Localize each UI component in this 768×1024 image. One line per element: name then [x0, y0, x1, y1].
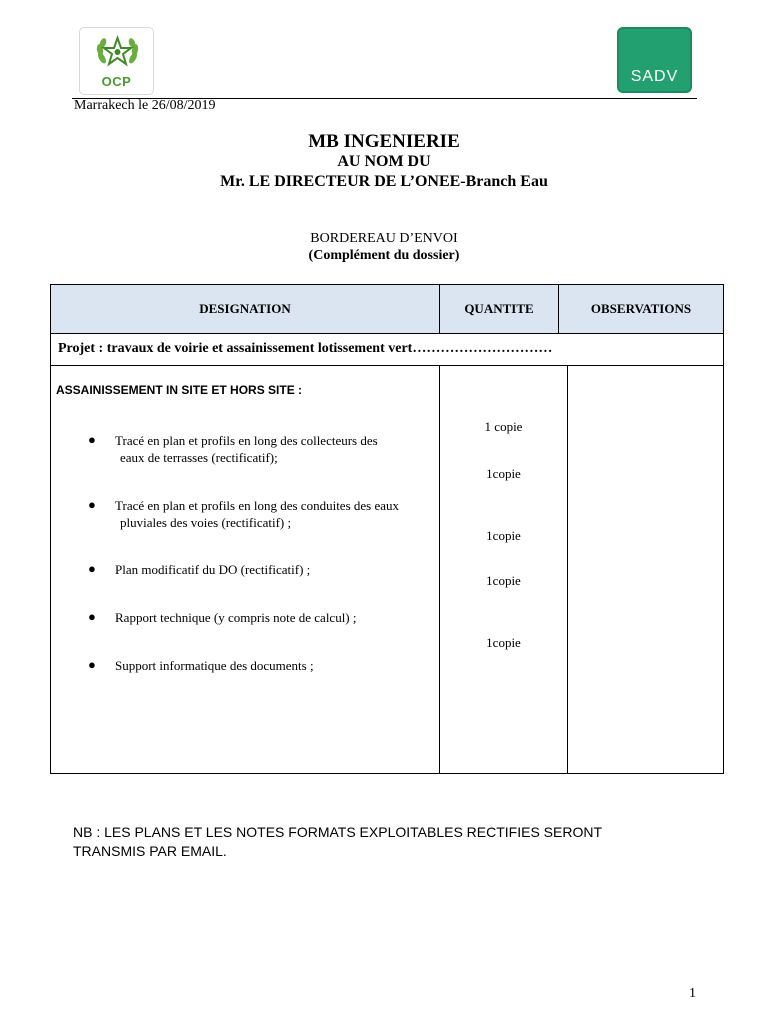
- bullet-icon: ●: [88, 609, 96, 624]
- table-header: [50, 284, 724, 334]
- column-header-quantite: QUANTITE: [464, 301, 534, 316]
- list-item-line: pluviales des voies (rectificatif) ;: [120, 515, 292, 530]
- list-item: Support informatique des documents ;: [115, 658, 314, 673]
- list-item-line: eaux de terrasses (rectificatif);: [120, 450, 278, 465]
- bullet-icon: ●: [88, 497, 96, 512]
- recipient-line-1: AU NOM DU: [337, 153, 431, 170]
- column-header-designation: DESIGNATION: [199, 301, 291, 316]
- nb-note-line: NB : LES PLANS ET LES NOTES FORMATS EXPLOITABLES RECTIFIES SERONT: [73, 824, 603, 840]
- bullet-icon: ●: [88, 432, 96, 447]
- bullet-icon: ●: [88, 657, 96, 672]
- quantity-cell: 1copie: [486, 573, 521, 588]
- document-type: BORDEREAU D’ENVOI: [310, 231, 458, 246]
- ocp-logo: [79, 27, 154, 95]
- list-item: [115, 432, 378, 466]
- list-item: [115, 497, 399, 531]
- place-date: Marrakech le 26/08/2019: [74, 98, 216, 113]
- page-number: 1: [689, 986, 696, 1001]
- document-subtitle: (Complément du dossier): [308, 248, 460, 263]
- bullet-icon: ●: [88, 561, 96, 576]
- sadv-logo: [617, 27, 692, 93]
- ocp-logo-text: OCP: [101, 74, 132, 89]
- quantity-cell: 1 copie: [484, 419, 523, 434]
- list-item: Rapport technique (y compris note de calcul) ;: [115, 610, 357, 625]
- list-item: Plan modificatif du DO (rectificatif) ;: [115, 562, 311, 577]
- list-item-line: Tracé en plan et profils en long des collecteurs des: [115, 433, 378, 448]
- quantity-cell: 1copie: [486, 528, 521, 543]
- column-divider: [567, 365, 568, 773]
- nb-note-line: TRANSMIS PAR EMAIL.: [73, 843, 227, 859]
- nb-note: [73, 823, 673, 861]
- project-row: Projet : travaux de voirie et assainissement lotissement vert…………………………: [50, 333, 724, 366]
- section-title: ASSAINISSEMENT IN SITE ET HORS SITE :: [56, 383, 303, 397]
- sadv-logo-text: SADV: [630, 68, 679, 85]
- quantity-cell: 1copie: [486, 635, 521, 650]
- company-name: MB INGENIERIE: [308, 131, 460, 152]
- list-item-line: Tracé en plan et profils en long des conduites des eaux: [115, 498, 400, 513]
- quantity-cell: 1copie: [486, 466, 521, 481]
- recipient-line-2: Mr. LE DIRECTEUR DE L’ONEE-Branch Eau: [220, 173, 548, 190]
- column-header-observations: OBSERVATIONS: [590, 301, 692, 316]
